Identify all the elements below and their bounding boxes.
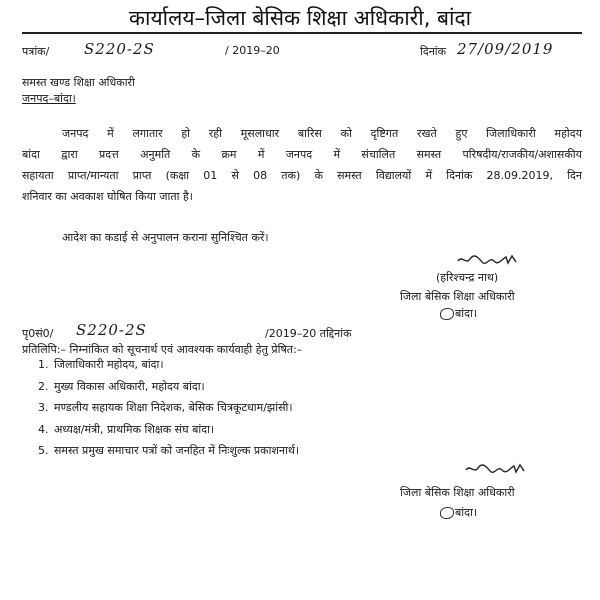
copy-ref-label: पृ0सं0/ [22, 327, 54, 340]
signatory-name: (हरिश्चन्द्र नाथ) [436, 271, 499, 284]
body-paragraph [22, 123, 582, 207]
list-item: 1. जिलाधिकारी महोदय, बांदा। [52, 354, 299, 376]
body-line-2: बांदा द्वारा प्रदत्त अनुमति के क्रम में जनपद में संचालित समस्त परिषदीय/राजकीय/अशासकीय [22, 148, 582, 161]
date-handwritten: 27/09/2019 [457, 40, 554, 58]
signatory-place-2: बांदा। [440, 505, 477, 520]
patrank-label: पत्रांक/ [22, 45, 50, 58]
list-item: 4. अध्यक्ष/मंत्री, प्राथमिक शिक्षक संघ बांदा। [52, 419, 299, 441]
patrank-handwritten: S220-2S [84, 40, 155, 58]
body-line-3: सहायता प्राप्त/मान्यता प्राप्त (कक्षा 01 से 08 तक) के समस्त विद्यालयों में दिनांक 28.09.2019, दिन [22, 169, 582, 182]
list-item: 2. मुख्य विकास अधिकारी, महोदय बांदा। [52, 376, 299, 398]
addressee-line1: समस्त खण्ड शिक्षा अधिकारी [22, 76, 135, 89]
stamp-mark [440, 507, 454, 519]
date-label: दिनांक [420, 45, 447, 58]
title-underline [22, 32, 582, 34]
body-line-1: जनपद में लगातार हो रही मूसलाधार बारिस को दृष्टिगत रखते हुए जिलाधिकारी महोदय [62, 127, 582, 140]
signatory-designation: जिला बेसिक शिक्षा अधिकारी [400, 290, 515, 303]
addressee-line2: जनपद–बांदा। [22, 92, 76, 105]
patrank-session: / 2019–20 [225, 44, 280, 57]
copy-ref-session: /2019–20 तद्दिनांक [265, 327, 352, 340]
body-line-4: शनिवार का अवकाश घोषित किया जाता है। [22, 190, 193, 203]
copy-intro: प्रतिलिपि:– निम्नांकित को सूचनार्थ एवं आवश्यक कार्यवाही हेतु प्रेषित:– [22, 343, 303, 356]
list-item: 5. समस्त प्रमुख समाचार पत्रों को जनहित में निःशुल्क प्रकाशनार्थ। [52, 440, 299, 462]
signature-scribble-1 [456, 253, 518, 267]
stamp-mark [440, 308, 454, 320]
list-item: 3. मण्डलीय सहायक शिक्षा निदेशक, बेसिक चित्रकूटधाम/झांसी। [52, 397, 299, 419]
signatory-place: बांदा। [440, 306, 477, 321]
body-instruction: आदेश का कडाई से अनुपालन कराना सुनिश्चित करें। [62, 231, 269, 244]
page-title: कार्यालय–जिला बेसिक शिक्षा अधिकारी, बांदा [128, 6, 472, 30]
signatory-designation-2: जिला बेसिक शिक्षा अधिकारी [400, 486, 515, 499]
copy-ref-handwritten: S220-2S [76, 321, 147, 339]
signature-scribble-2 [464, 462, 526, 476]
copy-list [22, 354, 299, 462]
